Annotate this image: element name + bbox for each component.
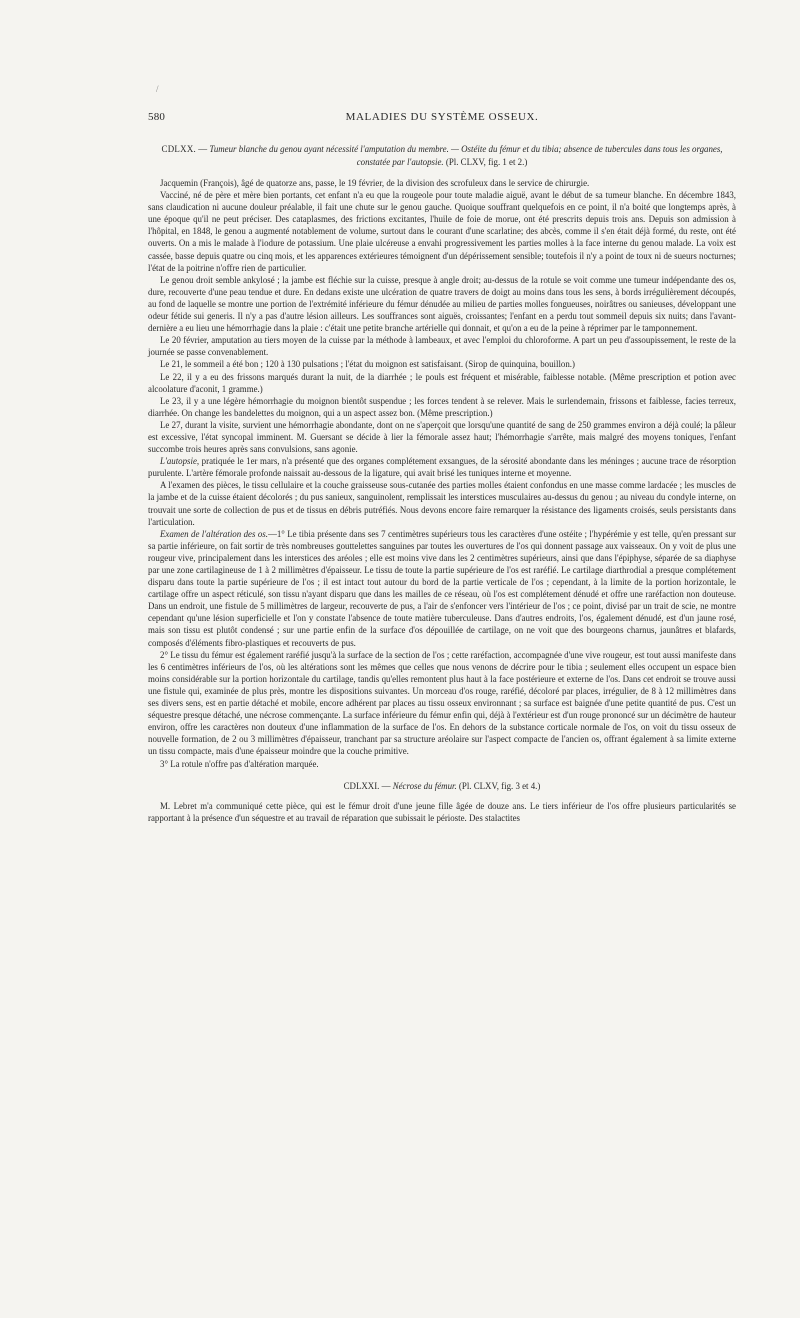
paragraph: [148, 274, 736, 334]
running-head: MALADIES DU SYSTÈME OSSEUX.: [345, 111, 539, 123]
paragraph: [148, 528, 736, 649]
case-title: Nécrose du fémur.: [392, 780, 457, 791]
case-number: CDLXXI.: [343, 780, 380, 791]
paragraph-text: Le 20 février, amputation au tiers moyen de la cuisse par la méthode à lambeaux, et avec l'emploi du chloroforme. A part un peu d'assoupissement, le reste de la journée se passe convenablement.: [148, 335, 736, 358]
paragraph-lead: Examen de l'altération des os.: [160, 528, 268, 539]
paragraph-text: Le 21, le sommeil a été bon ; 120 à 130 pulsations ; l'état du moignon est satisfaisant. (Sirop de quinquina, bouillon.): [160, 359, 575, 370]
paragraph-text: Vacciné, né de père et mère bien portants, cet enfant n'a eu que la rougeole pour toute maladie aiguë, avant le début de sa tumeur blanche. En décembre 1843, sans claudication ni aucune douleur préalable, il fait une chute sur le genou gauche. Quoique souffrant quelquefois en ce point, il n'a boité que longtemps après, à une époque qu'il ne peut préciser. Des cataplasmes, des frictions excitantes, l'huile de foie de morue, ont été prescrits depuis trois ans. Depuis son admission à l'hôpital, en 1848, le genou a augmenté notablement de volume, surtout dans le courant d'une scarlatine; des abcès, comme il s'en était déjà formé, du reste, ont été ouverts. On a mis le malade à l'iodure de potassium. Une plaie ulcéreuse a envahi progressivement les parties molles à la face interne du genou malade. La voix est cassée, basse depuis quatre ou cinq mois, et les apparences extérieures témoignent d'un dépérissement sensible; toutefois il n'y a point de toux ni de sueurs nocturnes; l'état de la poitrine n'offre rien de particulier.: [148, 190, 736, 273]
paragraph: [148, 358, 736, 370]
paragraph-text: A l'examen des pièces, le tissu cellulaire et la couche graisseuse sous-cutanée des parties molles étaient confondus en une masse comme lardacée ; les muscles de la jambe et de la cuisse étaient décolorés ; du pus sanieux, sanguinolent, remplissait les interstices musculaires au-dessus du genou ; au niveau du condyle interne, on trouvait une sorte de collection de pus et de tissus en débris putréfiés. Nous devons encore faire remarquer la résistance des ligaments croisés, seuls persistants dans l'articulation.: [148, 480, 736, 527]
paragraph-text: pratiquée le 1er mars, n'a présenté que des organes complétement exsangues, de la sérosité abondante dans les méninges ; aucune trace de résorption purulente. L'artère fémorale profonde naissait au-dessous de la ligature, qui avait brisé les tuniques interne et moyenne.: [148, 456, 736, 479]
case-plate-ref: (Pl. CLXV, fig. 1 et 2.): [443, 157, 528, 167]
paragraph: [148, 395, 736, 419]
case-heading-1: [148, 143, 736, 169]
page-header: [148, 111, 736, 129]
paragraph: [148, 334, 736, 358]
paragraph-text: Le 23, il y a une légère hémorrhagie du moignon bientôt suspendue ; les forces tendent à se relever. Mais le surlendemain, frissons et faiblesse, facies terreux, diarrhée. On change les bandelettes du moignon, qui a un aspect assez bon. (Même prescription.): [148, 395, 736, 418]
case-heading-2: [148, 780, 736, 792]
paragraph: [148, 371, 736, 395]
case-number: CDLXX.: [161, 144, 197, 154]
case-plate-ref: (Pl. CLXV, fig. 3 et 4.): [456, 780, 541, 791]
paragraph-text: 2° Le tissu du fémur est également raréfié jusqu'à la surface de la section de l'os ; cette raréfaction, accompagnée d'une vive rougeur, est tout aussi manifeste dans les 6 centimètres inférieurs de l'os, où les altérations sont les mêmes que celles que nous venons de décrire pour le tibia ; seulement elles occupent un espace bien moins considérable sur la portion horizontale du cartilage, tandis qu'elles remontent plus haut à la face postérieure et externe de l'os. Dans cet endroit se trouve aussi une fistule qui, examinée de plus près, montre les dispositions suivantes. Un morceau d'os rouge, raréfié, décoloré par places, irrégulier, de 8 à 12 millimètres dans ses divers sens, est en partie détaché et mobile, encore adhérent par places au tissu osseux environnant ; sa surface est baignée d'une petite quantité de pus. C'est un séquestre presque détaché, une nécrose commençante. La surface inférieure du fémur enfin qui, déjà à l'extérieur est d'un rouge prononcé sur un décimètre de hauteur environ, offre les caractères non douteux d'une inflammation de la surface de l'os. En dehors de la substance corticale normale de l'os, on voit du tissu osseux de nouvelle formation, de 2 ou 3 millimètres d'épaisseur, tranchant par sa structure aréolaire sur l'aspect compacte de l'ancien os, offrant également à sa limite externe un tissu compacte, mais d'une épaisseur moindre que la couche primitive.: [148, 649, 736, 757]
paragraph-text: —1° Le tibia présente dans ses 7 centimètres supérieurs tous les caractères d'une ostéite ; l'hypérémie y est telle, qu'en pressant sur sa partie inférieure, on fait sortir de très nombreuses gouttelettes sanguines par toutes les ouvertures de l'os qui donnent passage aux vaisseaux. On y voit de plus une rougeur vive, principalement dans les interstices des aréoles ; elle est moins vive dans les 2 centimètres supérieurs, ainsi que dans l'épiphyse, séparée de sa diaphyse par une zone cartilagineuse de 1 à 2 millimètres d'épaisseur. Le tissu de toute la partie supérieure de l'os est raréfié. Le cartilage diarthrodial a presque complétement disparu dans toute la partie supérieure de l'os ; il est intact tout autour du bord de la partie verticale de l'os ; cependant, à la limite de la portion horizontale, le cartilage offre un aspect réticulé, son tissu n'ayant disparu que dans les mailles de ce réseau, où l'os est complétement dénudé et offre une raréfaction non douteuse. Dans un endroit, une fistule de 5 millimètres de largeur, recouverte de pus, a l'air de s'enfoncer vers l'intérieur de l'os ; ce point, divisé par un trait de scie, ne montre cependant qu'une lésion superficielle et l'on y constate l'absence de toute matière tuberculeuse. Dans d'autres endroits, l'os, également dénudé, est d'un jaune rosé, mais son tissu est plutôt condensé ; sur une partie enfin de la surface d'os dépouillée de cartilage, on ne voit que des bourgeons charnus, jaunâtres et blafards, composés d'éléments fibro-plastiques et recouverts de pus.: [148, 528, 737, 648]
paragraph-text: Jacquemin (François), âgé de quatorze ans, passe, le 19 février, de la division des scrofuleux dans le service de chirurgie.: [160, 178, 590, 188]
paragraph-text: Le genou droit semble ankylosé ; la jambe est fléchie sur la cuisse, presque à angle droit; au-dessus de la rotule se voit comme une tumeur indépendante des os, dure, recouverte d'une peau tendue et dure. En dedans existe une ulcération de quatre travers de doigt au moins dans tous les sens, à bords irrégulièrement découpés, au fond de laquelle se montre une portion de l'extrémité inférieure du fémur dénudée au milieu de parties molles fongueuses, noirâtres ou sanieuses, développant une odeur fétide sui generis. Il n'y a pas d'autre lésion ailleurs. Les souffrances sont aiguës, croissantes; l'enfant en a perdu tout sommeil depuis six nuits; dans l'avant-dernière a eu lieu une hémorrhagie dans la plaie : c'était une petite branche artérielle qui donnait, et qu'on a eu de la peine à réprimer par le tamponnement.: [148, 274, 736, 334]
paragraph: [148, 189, 736, 274]
paragraph: [148, 177, 736, 189]
paragraph: M. Lebret m'a communiqué cette pièce, qui est le fémur droit d'une jeune fille âgée de douze ans. Le tiers inférieur de l'os offre plusieurs particularités se rapportant à la présence d'un séquestre et au travail de réparation que subissait le périoste. Des stalactites: [148, 800, 736, 823]
paragraph-text: Le 22, il y a eu des frissons marqués durant la nuit, de la diarrhée ; le pouls est fréquent et misérable, faiblesse notable. (Même prescription et potion avec alcoolature d'aconit, 1 gramme.): [148, 371, 736, 394]
paragraph: [148, 479, 736, 527]
paragraph: [148, 758, 736, 770]
case-paragraphs: [148, 177, 736, 770]
paragraph: [148, 455, 736, 479]
paragraph: [148, 419, 736, 455]
paragraph: [148, 649, 736, 758]
case-dash: —: [196, 144, 210, 154]
paragraph-lead: L'autopsie,: [160, 456, 200, 467]
margin-mark: /: [156, 84, 159, 94]
case-dash: —: [379, 780, 393, 791]
paragraph-text: Le 27, durant la visite, survient une hémorrhagie abondante, dont on ne s'aperçoit que lorsqu'une quantité de sang de 250 grammes environ a déjà coulé; la pâleur est excessive, l'état syncopal imminent. M. Guersant se décide à lier la fémorale assez haut; l'hémorrhagie s'arrête, mais malgré des moyens toniques, l'enfant succombe trois heures après sans convulsions, sans agonie.: [148, 419, 736, 455]
case-title: Tumeur blanche du genou ayant nécessité l'amputation du membre. — Ostéite du fémur et du tibia; absence de tubercules dans tous les organes, constatée par l'autopsie.: [209, 144, 723, 167]
page-body: [148, 143, 736, 824]
page-number: 580: [148, 111, 166, 123]
paragraph-text: 3° La rotule n'offre pas d'altération marquée.: [160, 758, 319, 769]
